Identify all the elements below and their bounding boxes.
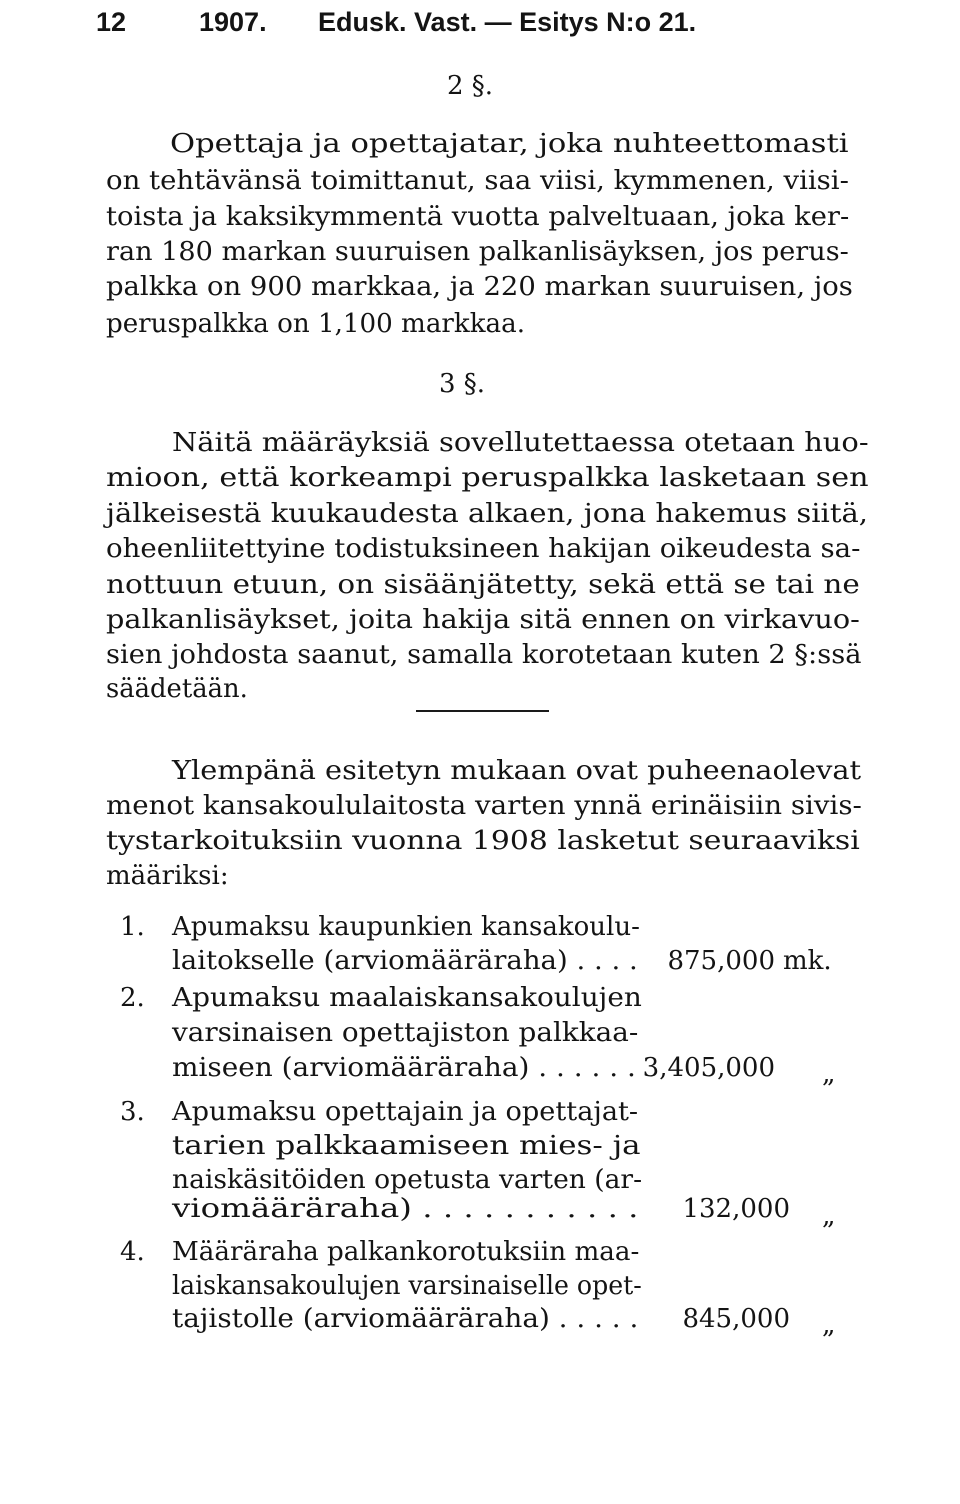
item-line: viomääräraha) . . . . . . . . . . . xyxy=(172,1194,639,1224)
body-line: nottuun etuun, on sisäänjätetty, sekä että se tai ne xyxy=(106,570,860,600)
body-line: Ylempänä esitetyn mukaan ovat puheenaolevat xyxy=(172,756,862,786)
body-line: palkanlisäykset, joita hakija sitä ennen on virkavuo- xyxy=(106,605,860,635)
section-2-heading: 2 §. xyxy=(447,71,494,101)
publication-title: Edusk. Vast. — Esitys N:o 21. xyxy=(318,7,697,37)
item-unit: „ xyxy=(822,1201,836,1231)
item-amount: 3,405,000 xyxy=(642,1053,775,1083)
item-number: 1. xyxy=(120,912,145,942)
item-line: miseen (arviomääräraha) . . . . . . xyxy=(172,1053,636,1083)
section-divider xyxy=(416,710,549,712)
item-number: 3. xyxy=(120,1097,145,1127)
item-unit: „ xyxy=(822,1059,836,1089)
item-number: 4. xyxy=(120,1237,145,1267)
item-line: naiskäsitöiden opetusta varten (ar- xyxy=(172,1165,643,1195)
item-line: Määräraha palkankorotuksiin maa- xyxy=(172,1237,640,1267)
item-line: varsinaisen opettajiston palkkaa- xyxy=(172,1018,639,1048)
body-line: Näitä määräyksiä sovellutettaessa otetaan huo- xyxy=(172,428,869,458)
body-line: oheenliitettyine todistuksineen hakijan oikeudesta sa- xyxy=(106,534,861,564)
body-line: Opettaja ja opettajatar, joka nuhteettomasti xyxy=(170,129,849,159)
item-line: tarien palkkaamiseen mies- ja xyxy=(172,1131,641,1161)
body-line: palkka on 900 markkaa, ja 220 markan suuruisen, jos xyxy=(106,272,853,302)
item-line: Apumaksu kaupunkien kansakoulu- xyxy=(172,912,640,942)
body-line: menot kansakoululaitosta varten ynnä erinäisiin sivis- xyxy=(106,791,862,821)
item-amount: 875,000 xyxy=(667,946,775,976)
page-number: 12 xyxy=(96,7,127,37)
item-line: laiskansakoulujen varsinaiselle opet- xyxy=(172,1271,642,1301)
body-line: sien johdosta saanut, samalla korotetaan kuten 2 §:ssä xyxy=(106,640,862,670)
item-amount: 845,000 xyxy=(682,1304,790,1334)
body-line: on tehtävänsä toimittanut, saa viisi, kymmenen, viisi- xyxy=(106,166,849,196)
item-number: 2. xyxy=(120,983,145,1013)
item-unit: mk. xyxy=(783,946,832,976)
publication-year: 1907. xyxy=(199,7,267,37)
item-amount: 132,000 xyxy=(682,1194,790,1224)
body-line: peruspalkka on 1,100 markkaa. xyxy=(106,309,526,339)
section-3-heading: 3 §. xyxy=(439,369,486,399)
body-line: toista ja kaksikymmentä vuotta palveltuaan, joka ker- xyxy=(106,202,850,232)
item-line: tajistolle (arviomääräraha) . . . . . xyxy=(172,1304,639,1334)
body-line: määriksi: xyxy=(106,861,229,891)
body-line: ran 180 markan suuruisen palkanlisäyksen, jos perus- xyxy=(106,237,849,267)
item-line: Apumaksu opettajain ja opettajat- xyxy=(172,1097,639,1127)
item-line: laitokselle (arviomääräraha) . . . . xyxy=(172,946,638,976)
item-unit: „ xyxy=(822,1310,836,1340)
body-line: säädetään. xyxy=(106,674,248,704)
body-line: tystarkoituksiin vuonna 1908 lasketut seuraaviksi xyxy=(106,826,860,856)
body-line: mioon, että korkeampi peruspalkka lasketaan sen xyxy=(106,463,869,493)
body-line: jälkeisestä kuukaudesta alkaen, jona hakemus siitä, xyxy=(106,499,868,529)
item-line: Apumaksu maalaiskansakoulujen xyxy=(172,983,642,1013)
